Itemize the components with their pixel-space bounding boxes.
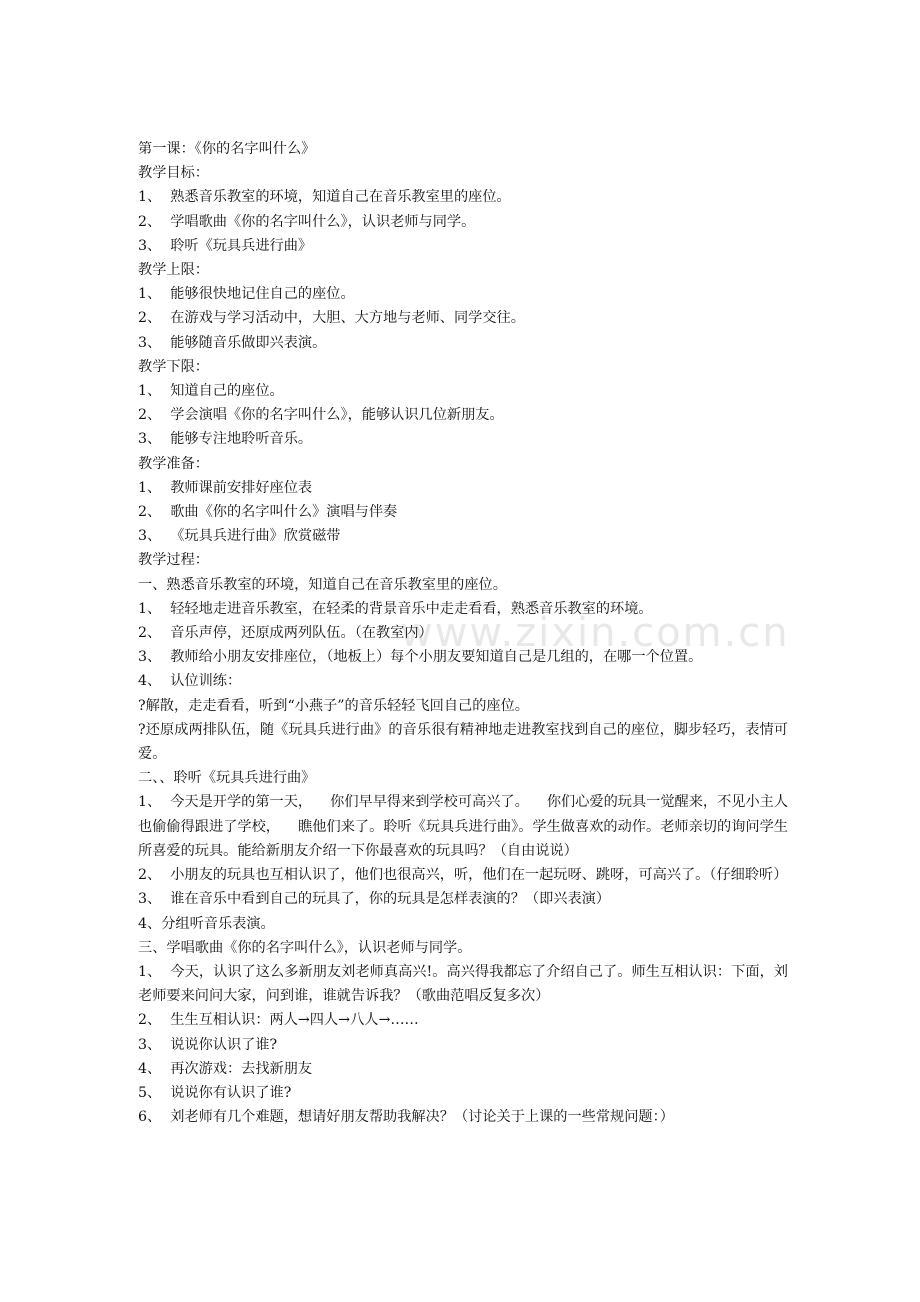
process-item: 4、 再次游戏：去找新朋友	[138, 1060, 313, 1077]
lower-limit-item: 3、 能够专注地聆听音乐。	[138, 431, 313, 448]
process-item: 2、 小朋友的玩具也互相认识了，他们也很高兴，听，他们在一起玩呀、跳呀，可高兴了。（仔细聆听）	[138, 867, 788, 884]
process-item: 1、 今天是开学的第一天， 你们早早得来到学校可高兴了。 你们心爱的玩具一觉醒来，不见小主人也偷偷得跟进了学校， 瞧他们来了。聆听《玩具兵进行曲》。学生做喜欢的动作。老师亲切的询问学生所喜爱的玩具。能给新朋友介绍一下你最喜欢的玩具吗？（自由说说）	[138, 794, 789, 859]
section-heading-goals: 教学目标：	[138, 165, 209, 182]
preparation-item: 2、 歌曲《你的名字叫什么》演唱与伴奏	[138, 504, 398, 521]
process-item: 2、 生生互相认识：两人→四人→八人→……	[138, 1012, 419, 1029]
process-sub-item: ?解散，走走看看，听到“小燕子”的音乐轻轻飞回自己的座位。	[138, 697, 529, 714]
upper-limit-item: 2、 在游戏与学习活动中，大胆、大方地与老师、同学交往。	[138, 310, 525, 327]
lower-limit-item: 2、 学会演唱《你的名字叫什么》，能够认识几位新朋友。	[138, 407, 504, 424]
process-item: 3、 说说你认识了谁?	[138, 1036, 278, 1053]
process-item: 4、分组听音乐表演。	[138, 915, 275, 932]
process-part-heading: 一、熟悉音乐教室的环境，知道自己在音乐教室里的座位。	[138, 576, 507, 593]
watermark: www.zixin.com.cn	[400, 610, 790, 656]
process-part-heading: 三、学唱歌曲《你的名字叫什么》，认识老师与同学。	[138, 939, 472, 956]
process-item: 3、 谁在音乐中看到自己的玩具了，你的玩具是怎样表演的？（即兴表演）	[138, 891, 611, 908]
upper-limit-item: 3、 能够随音乐做即兴表演。	[138, 334, 327, 351]
section-heading-upper-limit: 教学上限：	[138, 262, 209, 279]
process-item: 1、 轻轻地走进音乐教室，在轻柔的背景音乐中走走看看，熟悉音乐教室的环境。	[138, 600, 653, 617]
goal-item: 3、 聆听《玩具兵进行曲》	[138, 237, 313, 254]
section-heading-preparation: 教学准备：	[138, 455, 209, 472]
goal-item: 1、 熟悉音乐教室的环境，知道自己在音乐教室里的座位。	[138, 189, 511, 206]
section-heading-process: 教学过程：	[138, 552, 209, 569]
preparation-item: 3、 《玩具兵进行曲》欣赏磁带	[138, 528, 341, 545]
process-item: 4、 认位训练：	[138, 673, 242, 690]
goal-item: 2、 学唱歌曲《你的名字叫什么》，认识老师与同学。	[138, 213, 476, 230]
process-item: 2、 音乐声停，还原成两列队伍。（在教室内）	[138, 625, 433, 642]
section-heading-lower-limit: 教学下限：	[138, 358, 209, 375]
upper-limit-item: 1、 能够很快地记住自己的座位。	[138, 286, 355, 303]
process-sub-item: ?还原成两排队伍，随《玩具兵进行曲》的音乐很有精神地走进教室找到自己的座位，脚步轻巧，表情可爱。	[138, 721, 788, 763]
process-item: 6、 刘老师有几个难题，想请好朋友帮助我解决？（讨论关于上课的一些常规问题：）	[138, 1109, 674, 1126]
lesson-title: 第一课：《你的名字叫什么》	[138, 141, 316, 157]
preparation-item: 1、 教师课前安排好座位表	[138, 479, 313, 496]
lower-limit-item: 1、 知道自己的座位。	[138, 383, 284, 400]
process-item: 1、 今天，认识了这么多新朋友刘老师真高兴!。高兴得我都忘了介绍自己了。师生互相认识：下面，刘老师要来问问大家，问到谁，谁就告诉我？（歌曲范唱反复多次）	[138, 963, 788, 1005]
process-item: 5、 说说你有认识了谁?	[138, 1084, 292, 1101]
process-item: 3、 教师给小朋友安排座位，（地板上）每个小朋友要知道自己是几组的，在哪一个位置。	[138, 649, 703, 666]
lesson-plan-document	[138, 137, 788, 1129]
process-part-heading: 二、、聆听《玩具兵进行曲》	[138, 770, 316, 787]
